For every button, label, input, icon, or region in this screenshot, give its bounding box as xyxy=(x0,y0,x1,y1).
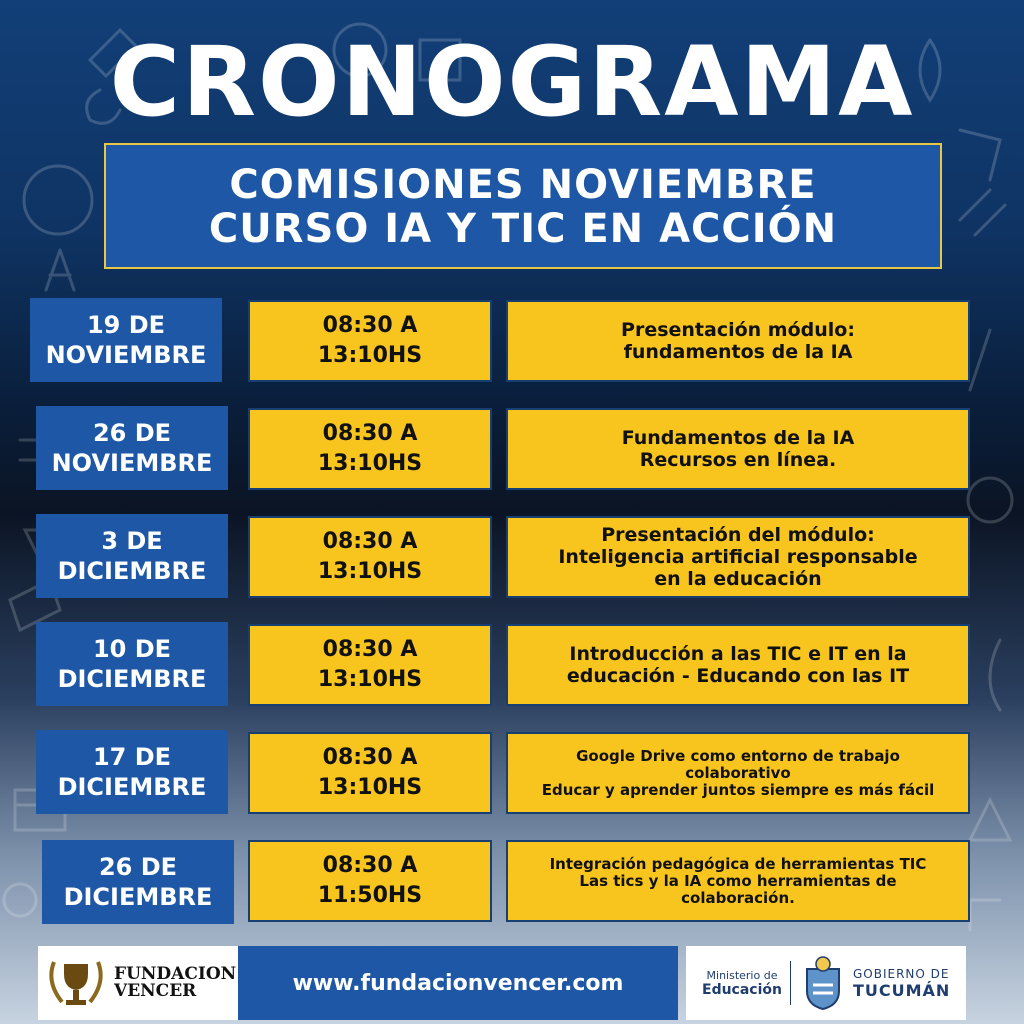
date-month: DICIEMBRE xyxy=(57,665,207,693)
time-start: 08:30 A xyxy=(322,421,418,446)
website-link[interactable]: www.fundacionvencer.com xyxy=(238,946,678,1020)
time-cell xyxy=(248,624,492,706)
schedule-row xyxy=(0,730,1024,816)
gobierno-tucuman-text xyxy=(853,967,950,1000)
topic-line: en la educación xyxy=(654,568,822,590)
ministry-line1: Ministerio de xyxy=(706,968,778,982)
date-month: NOVIEMBRE xyxy=(45,341,207,369)
date-month: NOVIEMBRE xyxy=(51,449,213,477)
schedule-row xyxy=(0,840,1024,926)
date-cell xyxy=(36,514,228,598)
topic-cell xyxy=(506,624,970,706)
subtitle-line1: COMISIONES NOVIEMBRE xyxy=(229,162,817,208)
footer-bar xyxy=(38,946,966,1020)
date-cell xyxy=(36,730,228,814)
topic-line: fundamentos de la IA xyxy=(623,341,853,363)
topic-cell xyxy=(506,408,970,490)
fundacion-vencer-logo xyxy=(38,946,238,1020)
topic-cell xyxy=(506,732,970,814)
topic-line: Educar y aprender juntos siempre es más fácil xyxy=(541,780,935,799)
schedule-row xyxy=(0,406,1024,492)
schedule-row xyxy=(0,298,1024,384)
topic-line: Presentación del módulo: xyxy=(601,524,875,546)
topic-cell xyxy=(506,300,970,382)
time-cell xyxy=(248,732,492,814)
date-day: 26 DE xyxy=(92,419,172,447)
ministry-line2: Educación xyxy=(702,981,782,998)
page-title: CRONOGRAMA xyxy=(109,26,915,138)
time-start: 08:30 A xyxy=(322,853,418,878)
topic-line: Google Drive como entorno de trabajo xyxy=(576,746,900,765)
time-end: 13:10HS xyxy=(317,667,423,692)
time-end: 13:10HS xyxy=(317,775,423,800)
time-cell xyxy=(248,300,492,382)
time-cell xyxy=(248,408,492,490)
date-month: DICIEMBRE xyxy=(57,557,207,585)
topic-line: Recursos en línea. xyxy=(639,449,837,471)
date-cell xyxy=(30,298,222,382)
date-cell xyxy=(36,622,228,706)
topic-line: Integración pedagógica de herramientas TIC xyxy=(549,854,927,873)
subtitle-box xyxy=(104,143,942,269)
time-end: 13:10HS xyxy=(317,451,423,476)
time-start: 08:30 A xyxy=(322,529,418,554)
gov-line1: GOBIERNO DE xyxy=(852,966,950,981)
ministry-logo xyxy=(702,969,782,998)
trophy-laurel-icon xyxy=(44,954,108,1012)
schedule-row xyxy=(0,622,1024,708)
topic-line: colaboración. xyxy=(681,888,795,907)
tucuman-seal-icon xyxy=(799,955,847,1011)
time-end: 13:10HS xyxy=(317,559,423,584)
schedule-row xyxy=(0,514,1024,600)
date-day: 17 DE xyxy=(92,743,172,771)
time-cell xyxy=(248,516,492,598)
government-logos xyxy=(686,946,966,1020)
subtitle-line2: CURSO IA Y TIC EN ACCIÓN xyxy=(208,206,838,252)
time-cell xyxy=(248,840,492,922)
date-cell xyxy=(42,840,234,924)
logo-line1: FUNDACION xyxy=(114,964,237,984)
logo-line2: VENCER xyxy=(114,981,197,1001)
date-month: DICIEMBRE xyxy=(57,773,207,801)
topic-line: Introducción a las TIC e IT en la xyxy=(569,643,907,665)
date-month: DICIEMBRE xyxy=(63,883,213,911)
topic-line: Fundamentos de la IA xyxy=(621,427,855,449)
date-cell xyxy=(36,406,228,490)
topic-line: Las tics y la IA como herramientas de xyxy=(579,871,897,890)
date-day: 10 DE xyxy=(92,635,172,663)
time-start: 08:30 A xyxy=(322,313,418,338)
topic-line: Presentación módulo: xyxy=(621,319,855,341)
time-end: 13:10HS xyxy=(317,343,423,368)
time-start: 08:30 A xyxy=(322,745,418,770)
topic-cell xyxy=(506,840,970,922)
date-day: 3 DE xyxy=(101,527,163,555)
gov-line2: TUCUMÁN xyxy=(852,980,951,1000)
topic-cell xyxy=(506,516,970,598)
topic-line: educación - Educando con las IT xyxy=(566,665,910,687)
time-start: 08:30 A xyxy=(322,637,418,662)
divider xyxy=(790,961,791,1005)
time-end: 11:50HS xyxy=(317,883,423,908)
topic-line: Inteligencia artificial responsable xyxy=(558,546,918,568)
date-day: 19 DE xyxy=(86,311,166,339)
date-day: 26 DE xyxy=(98,853,178,881)
topic-line: colaborativo xyxy=(685,763,791,782)
